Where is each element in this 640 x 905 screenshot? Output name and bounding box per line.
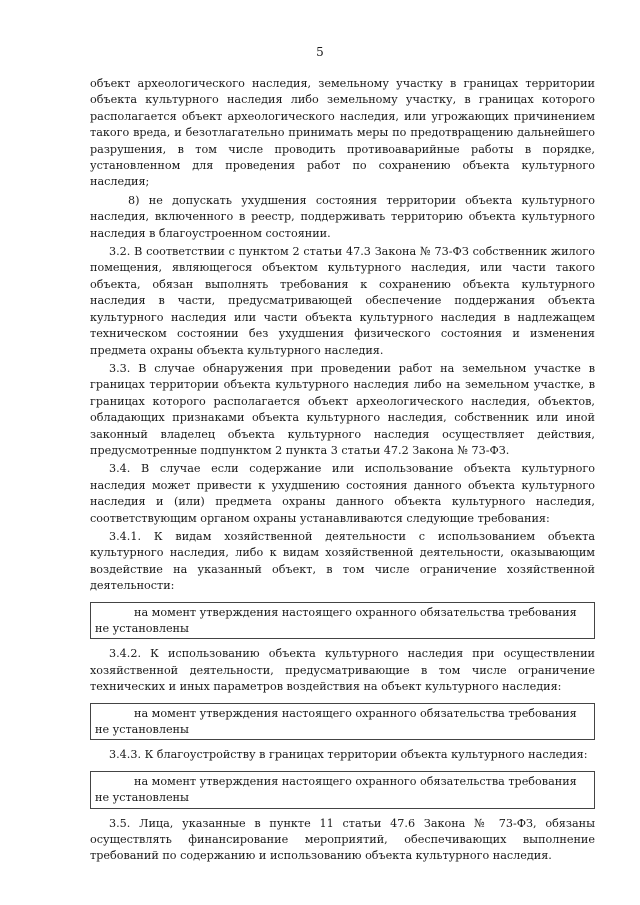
requirement-box-3-line2: не установлены — [95, 791, 189, 805]
paragraph-3-4-2: 3.4.2. К использованию объекта культурного наследия при осуществлении хозяйственной деятельности, предусматривающие в том числе ограничение технических и иных параметров воздействия на объект культурного наследия: — [90, 647, 595, 694]
requirement-box-2-line1: на момент утверждения настоящего охранного обязательства требования — [134, 706, 577, 720]
paragraph-3-2: 3.2. В соответствии с пунктом 2 статьи 47.3 Закона № 73-ФЗ собственник жилого помещения, являющегося объектом культурного наследия, или части такого объекта, обязан выполнять требования к сохранению объекта культурного наследия в части, предусматривающей обеспечение поддержания объекта культурного наследия или части объекта культурного наследия в надлежащем техническом состоянии без ухудшения физического состояния и изменения предмета охраны объекта культурного наследия. — [90, 245, 595, 357]
paragraph-3-4-1: 3.4.1. К видам хозяйственной деятельности с использованием объекта культурного наследия, либо к видам хозяйственной деятельности, оказывающим воздействие на указанный объект, в том числе ограничение хозяйственной деятельности: — [90, 529, 595, 593]
paragraph-3-3: 3.3. В случае обнаружения при проведении работ на земельном участке в границах территории объекта культурного наследия либо на земельном участке, в границах которого располагается объект археологического наследия, объектов, обладающих признаками объекта культурного наследия, собственник или иной законный владелец объекта культурного наследия осуществляет действия, предусмотренные подпунктом 2 пункта 3 статьи 47.2 Закона № 73-ФЗ. — [90, 361, 595, 457]
requirement-box-3-line1: на момент утверждения настоящего охранного обязательства требования — [134, 774, 577, 788]
paragraph-3-5: 3.5. Лица, указанные в пункте 11 статьи 47.6 Закона № 73-ФЗ, обязаны осуществлять финансирование мероприятий, обеспечивающих выполнение требований по содержанию и использованию объекта культурного наследия. — [90, 816, 595, 863]
paragraph-item-8: 8) не допускать ухудшения состояния территории объекта культурного наследия, включенного в реестр, поддерживать территорию объекта культурного наследия в благоустроенном состоянии. — [90, 193, 595, 240]
document-body — [90, 76, 595, 867]
paragraph-3-4: 3.4. В случае если содержание или использование объекта культурного наследия может привести к ухудшению состояния данного объекта культурного наследия и (или) предмета охраны данного объекта культурного наследия, соответствующим органом охраны устанавливаются следующие требования: — [90, 462, 595, 525]
paragraph-3-4-3: 3.4.3. К благоустройству в границах территории объекта культурного наследия: — [109, 748, 588, 762]
page-number: 5 — [316, 45, 324, 59]
requirement-box-1-line2: не установлены — [95, 622, 189, 635]
requirement-box-1 — [90, 602, 595, 640]
requirement-box-2-line2: не установлены — [95, 723, 189, 737]
requirement-box-3 — [90, 771, 595, 809]
requirement-box-2 — [90, 703, 595, 741]
paragraph-continuation: объект археологического наследия, земельному участку в границах территории объекта культурного наследия либо земельному участку, в границах которого располагается объект археологического наследия, или угрожающих причинением такого вреда, и безотлагательно принимать меры по предотвращению дальнейшего разрушения, в том числе проводить противоаварийные работы в порядке, установленном для проведения работ по сохранению объекта культурного наследия; — [90, 77, 595, 189]
requirement-box-1-line1: на момент утверждения настоящего охранного обязательства требования — [134, 605, 577, 619]
